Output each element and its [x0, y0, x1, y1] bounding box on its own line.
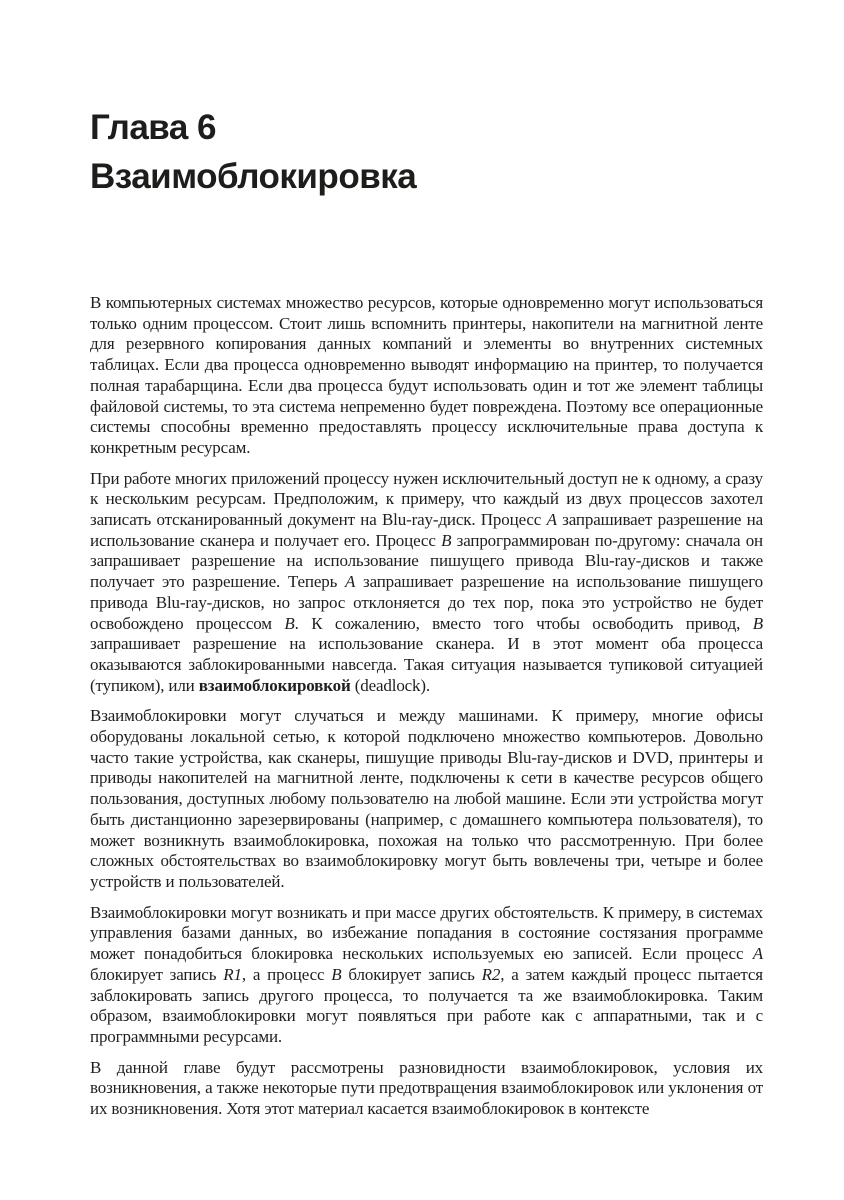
paragraph: [90, 469, 763, 697]
body-run: Взаимоблокировки могут случаться и между машинами. К примеру, многие офисы оборудованы локальной сетью, к которой подключено множество компьютеров. Довольно часто такие устройства, как сканеры, пишущие приводы Blu-ray-дисков и DVD, принтеры и приводы накопителей на магнитной ленте, подключены к сети в качестве ресурсов общего пользования, доступных любому пользователю на любой машине. Если эти устройства могут быть дистанционно зарезервированы (например, с домашнего компьютера пользователя), то может возникнуть взаимоблокировка, похожая на только что рассмотренную. При более сложных обстоятельствах во взаимоблокировку могут быть вовлечены три, четыре и более устройств и пользователей.: [90, 706, 763, 891]
chapter-number: Глава 6: [90, 108, 217, 147]
emphasis-italic-text: A: [752, 944, 763, 964]
paragraph: [90, 1058, 763, 1120]
body-run: В компьютерных системах множество ресурсов, которые одновременно могут использоваться только одним процессом. Стоит лишь вспомнить принтеры, накопители на магнитной ленте для резервного копирования данных компаний и элементы во внутренних системных таблицах. Если два процесса одновременно выводят информацию на принтер, то получается полная тарабарщина. Если два процесса будут использовать один и тот же элемент таблицы файловой системы, то эта система непременно будет повреждена. Поэтому все операционные системы способны временно предоставлять процессу исключительные права доступа к конкретным ресурсам.: [90, 293, 763, 457]
body-run: , а затем каждый процесс пытается заблокировать запись другого процесса, то получается та же взаимоблокировка. Таким образом, взаимоблокировки могут появляться при работе как с аппаратными, так и с программными ресурсами.: [90, 964, 763, 1046]
body-run: При работе многих приложений процессу нужен исключительный доступ не к одному, а сразу к нескольким ресурсам. Предположим, к примеру, что каждый из двух процессов захотел записать отсканированный документ на Blu-ray-диск. Процесс: [90, 468, 763, 530]
paragraph: [90, 293, 763, 459]
emphasis-italic-text: R2: [481, 964, 501, 984]
body-run: . К сожалению, вместо того чтобы освободить привод,: [294, 613, 753, 633]
body-run: Взаимоблокировки могут возникать и при массе других обстоятельств. К примеру, в системах управления базами данных, во избежание попадания в состояние состязания программе может понадобиться блокировка нескольких используемых ею записей. Если процесс: [90, 902, 763, 964]
paragraph: [90, 903, 763, 1048]
emphasis-italic-text: A: [546, 510, 557, 530]
emphasis-italic-text: B: [752, 613, 763, 633]
body-run: блокирует запись: [341, 964, 482, 984]
body-run: запрашивает разрешение на использование сканера и получает его. Процесс: [90, 510, 763, 550]
body-run: запрашивает разрешение на использование сканера. И в этот момент оба процесса оказываются заблокированными навсегда. Такая ситуация называется тупиковой ситуацией (тупиком), или: [90, 634, 763, 695]
emphasis-italic-text: R1: [223, 964, 242, 984]
emphasis-italic-text: B: [441, 530, 452, 550]
emphasis-italic-text: B: [331, 964, 342, 984]
body-run: (deadlock).: [350, 675, 431, 695]
body-run: блокирует запись: [90, 964, 224, 984]
body-run: , а процесс: [241, 964, 332, 984]
emphasis-italic-text: A: [344, 572, 356, 592]
emphasis-bold-text: взаимоблокировкой: [198, 675, 351, 695]
chapter-heading: [90, 103, 763, 201]
chapter-title: Взаимоблокировка: [90, 157, 417, 196]
paragraph: [90, 706, 763, 892]
body-run: запрашивает разрешение на использование пишущего привода Blu-ray-дисков, но запрос отклоняется до тех пор, пока это устройство не будет освобождено процессом: [90, 572, 763, 633]
emphasis-italic-text: B: [284, 613, 295, 633]
chapter-body: [90, 293, 763, 1120]
chapter-header: [90, 103, 763, 201]
body-run: запрограммирован по-другому: сначала он запрашивает разрешение на использование пишущего привода Blu-ray-дисков и также получает это разрешение. Теперь: [90, 530, 763, 592]
body-run: В данной главе будут рассмотрены разновидности взаимоблокировок, условия их возникновения, а также некоторые пути предотвращения взаимоблокировок или уклонения от их возникновения. Хотя этот материал касается взаимоблокировок в контексте: [90, 1057, 763, 1119]
